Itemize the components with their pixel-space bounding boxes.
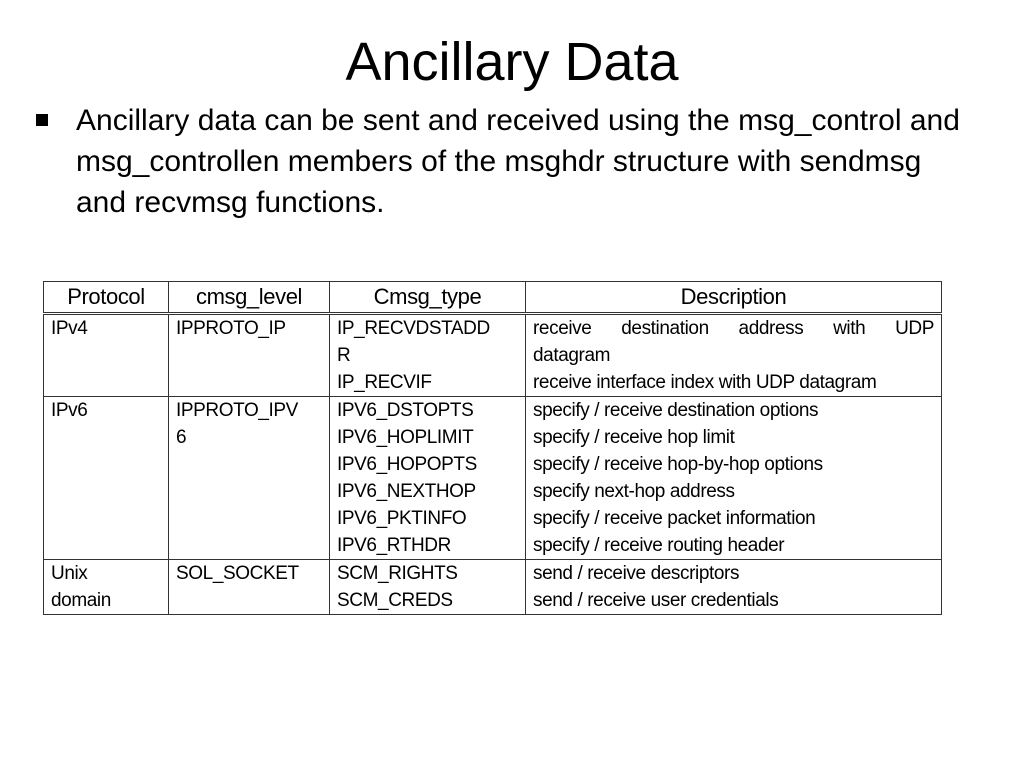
cell-line: IPPROTO_IPV	[176, 400, 298, 421]
cell-line: SOL_SOCKET	[176, 563, 299, 584]
bullet-text: Ancillary data can be sent and received using the msg_control and msg_controllen members of the msghdr structure with sendmsg and recvmsg functions.	[76, 104, 960, 219]
cmsg-type-cell	[330, 397, 526, 560]
column-header-cmsg-type: Cmsg_type	[330, 282, 526, 314]
cell-line: IPV6_HOPOPTS	[337, 454, 477, 475]
cell-line: IP_RECVIF	[337, 372, 432, 393]
cell-line: IPV6_HOPLIMIT	[337, 427, 474, 448]
cell-line: specify / receive routing header	[533, 535, 785, 556]
square-bullet-icon	[36, 114, 48, 126]
cell-line: send / receive descriptors	[533, 563, 740, 584]
cell-line: send / receive user credentials	[533, 590, 779, 611]
cell-line: IP_RECVDSTADD	[337, 318, 490, 339]
protocol-cell	[44, 397, 169, 560]
table-row	[44, 560, 942, 615]
cell-line: IPV6_RTHDR	[337, 535, 451, 556]
ancillary-data-table	[43, 281, 941, 615]
description-cell	[526, 314, 942, 397]
cell-line: SCM_CREDS	[337, 590, 453, 611]
cell-line: IPV6_DSTOPTS	[337, 400, 474, 421]
cell-line: specify / receive hop-by-hop options	[533, 454, 823, 475]
cell-line: specify next-hop address	[533, 481, 735, 502]
cell-line: datagram	[533, 345, 611, 366]
protocol-cell	[44, 560, 169, 615]
cmsg-level-cell	[169, 314, 330, 397]
cell-line: IPV6_PKTINFO	[337, 508, 467, 529]
bullet-item	[36, 100, 966, 223]
cell-line: specify / receive packet information	[533, 508, 816, 529]
cell-line: SCM_RIGHTS	[337, 563, 458, 584]
cell-line: IPv6	[51, 400, 88, 421]
cell-line: specify / receive destination options	[533, 400, 819, 421]
cmsg-type-cell	[330, 560, 526, 615]
cell-line: IPPROTO_IP	[176, 318, 286, 339]
protocol-cell	[44, 314, 169, 397]
cell-line: domain	[51, 590, 111, 611]
column-header-cmsg-level: cmsg_level	[169, 282, 330, 314]
cmsg-level-cell	[169, 397, 330, 560]
description-cell	[526, 397, 942, 560]
cell-line: receive interface index with UDP datagram	[533, 372, 877, 393]
cell-line: IPV6_NEXTHOP	[337, 481, 476, 502]
cmsg-type-cell	[330, 314, 526, 397]
column-header-protocol: Protocol	[44, 282, 169, 314]
cmsg-level-cell	[169, 560, 330, 615]
cell-line: 6	[176, 427, 187, 448]
cell-line: receive destination address with UDP	[533, 318, 934, 339]
cell-line: Unix	[51, 563, 88, 584]
cell-line: specify / receive hop limit	[533, 427, 735, 448]
description-cell	[526, 560, 942, 615]
column-header-description: Description	[526, 282, 942, 314]
cell-line: IPv4	[51, 318, 88, 339]
slide-title: Ancillary Data	[345, 32, 679, 92]
table-row	[44, 397, 942, 560]
table-row	[44, 314, 942, 397]
table-header-row	[44, 282, 942, 314]
cell-line: R	[337, 345, 351, 366]
